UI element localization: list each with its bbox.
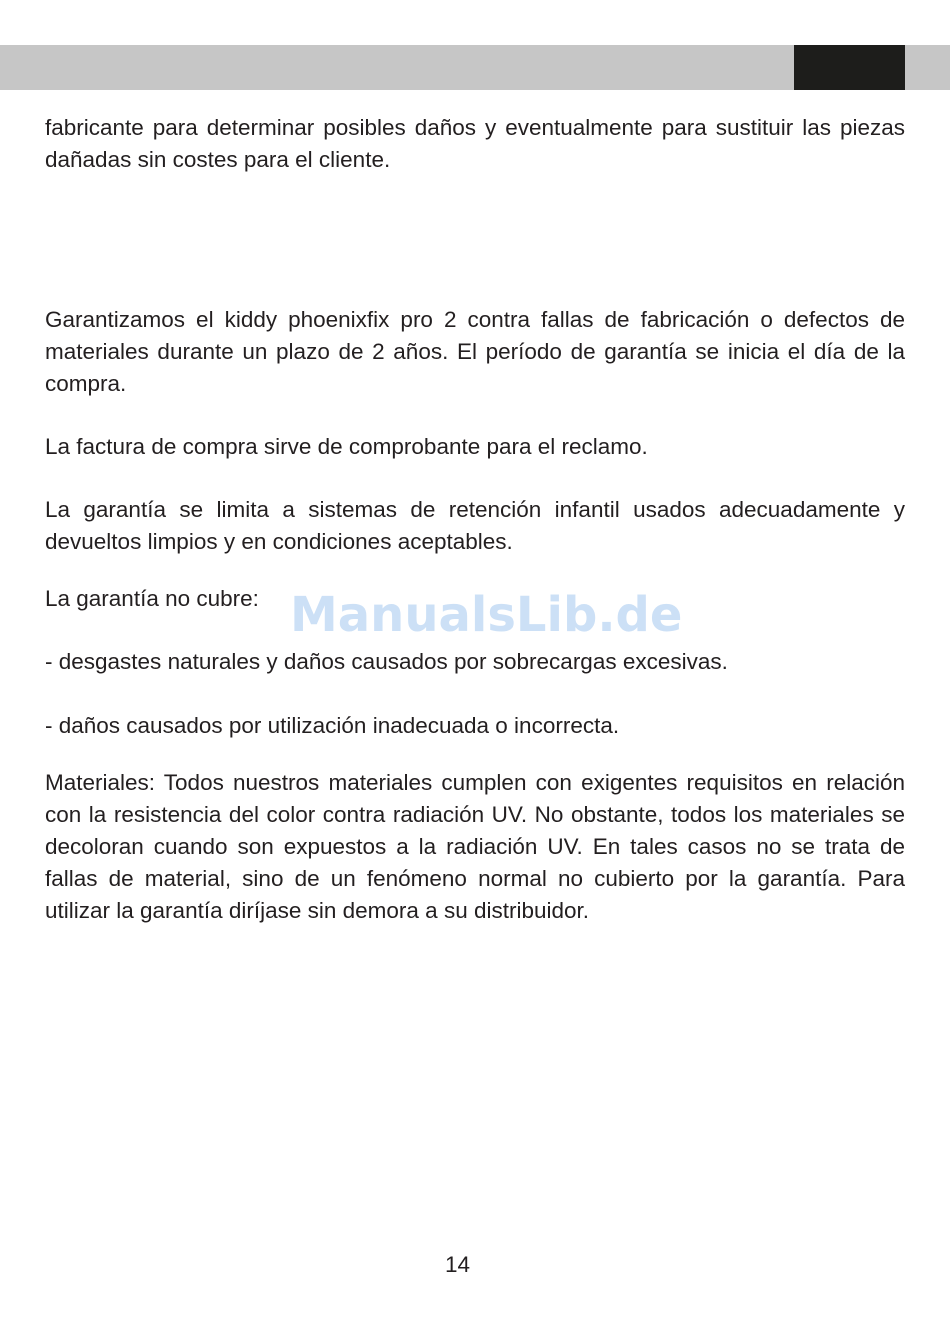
page-content [45,112,905,927]
paragraph-warranty-period: Garantizamos el kiddy phoenixfix pro 2 contra fallas de fabricación o defectos de materiales durante un plazo de 2 años. El período de garantía se inicia el día de la compra. [45,307,905,396]
not-covered-heading: La garantía no cubre: [45,586,259,611]
not-covered-item: - daños causados por utilización inadecuada o incorrecta. [45,713,620,738]
paragraph-materials: Materiales: Todos nuestros materiales cumplen con exigentes requisitos en relación con la resistencia del color contra radiación UV. No obstante, todos los materiales se decoloran cuando son expuestos a la radiación UV. En tales casos no se trata de fallas de material, sino de un fenómeno normal no cubierto por la garantía. Para utilizar la garantía diríjase sin demora a su distribuidor. [45,770,905,923]
paragraph-intro-continuation: fabricante para determinar posibles daños y eventualmente para sustituir las piezas dañadas sin costes para el cliente. [45,115,905,172]
not-covered-item: - desgastes naturales y daños causados por sobrecargas excesivas. [45,649,728,674]
header-tab [794,45,905,90]
page-number: 14 [444,1252,471,1277]
paragraph-limitation: La garantía se limita a sistemas de retención infantil usados adecuadamente y devueltos limpios y en condiciones aceptables. [45,497,905,554]
watermark: ManualsLib.de [290,587,683,643]
paragraph-proof-of-purchase: La factura de compra sirve de comprobante para el reclamo. [45,434,648,459]
